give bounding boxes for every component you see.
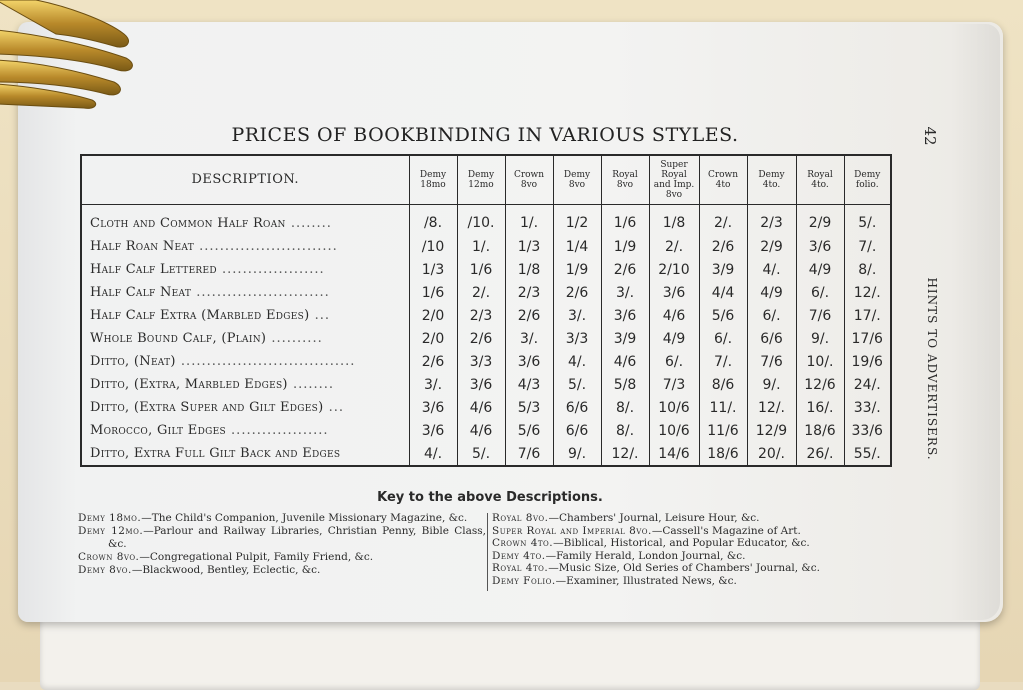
row-description [81,442,409,466]
price-cell: 4/. [553,350,601,373]
price-cell: 4/9 [796,258,844,281]
price-cell: 2/. [457,281,505,304]
price-cell: 5/. [457,442,505,466]
table-body [81,205,891,467]
price-cell: 7/6 [747,350,796,373]
price-cell: /10. [457,205,505,236]
price-cell: 2/6 [553,281,601,304]
price-cell: 2/3 [457,304,505,327]
key-text: —Parlour and Railway Libraries, Christian Penny, Bible Class, &c. [108,525,486,550]
key-text: —Biblical, Historical, and Popular Educator, &c. [553,537,810,550]
price-cell: 3/6 [409,419,457,442]
row-description-text: Half Calf Lettered [90,262,217,277]
key-item [78,564,486,577]
price-cell: 1/6 [409,281,457,304]
price-cell: 17/. [844,304,891,327]
table-row [81,373,891,396]
column-header: Crown 4to [699,155,747,205]
row-description [81,350,409,373]
price-cell: 8/. [601,396,649,419]
column-header: Demy 18mo [409,155,457,205]
price-cell: 1/9 [601,235,649,258]
price-cell: 6/. [747,304,796,327]
key-item [492,575,892,588]
row-description [81,327,409,350]
key-item [492,562,892,575]
key-text: —The Child's Companion, Juvenile Missionary Magazine, &c. [141,512,468,524]
key-label: Demy 4to. [492,549,546,562]
price-cell: 10/6 [649,396,699,419]
column-header: Super Royal and Imp. 8vo [649,155,699,205]
key-text: —Blackwood, Bentley, Eclectic, &c. [131,564,321,576]
price-cell: 3/6 [409,396,457,419]
row-description-text: Ditto, (Extra Super and Gilt Edges) [90,400,324,415]
price-cell: 3/9 [699,258,747,281]
table-row [81,281,891,304]
price-cell: 1/. [505,205,553,236]
table-row [81,350,891,373]
leader-dots: ... [323,400,344,415]
price-cell: 16/. [796,396,844,419]
price-cell: 10/. [796,350,844,373]
row-description [81,235,409,258]
key-item [492,550,892,563]
price-cell: 33/. [844,396,891,419]
key-label: Demy Folio. [492,574,556,587]
leader-dots: .................... [216,262,325,277]
price-cell: 11/6 [699,419,747,442]
table-row [81,327,891,350]
price-cell: 3/6 [601,304,649,327]
price-cell: 2/9 [796,205,844,236]
leader-dots: ........ [285,215,332,231]
price-cell: 2/6 [505,304,553,327]
price-cell: 9/. [796,327,844,350]
row-description-text: Half Roan Neat [90,239,195,254]
row-description [81,419,409,442]
table-row [81,258,891,281]
price-cell: 9/. [747,373,796,396]
price-cell: 1/6 [457,258,505,281]
price-cell: 3/6 [457,373,505,396]
key-left-column [78,512,486,577]
price-cell: 7/6 [505,442,553,466]
bookbinding-price-table [80,154,892,467]
price-cell: 1/9 [553,258,601,281]
price-cell: 2/0 [409,304,457,327]
price-cell: 2/6 [699,235,747,258]
price-cell: 2/6 [601,258,649,281]
key-text: —Cassell's Magazine of Art. [651,524,801,537]
table-row [81,396,891,419]
row-description [81,281,409,304]
column-header: Royal 8vo [601,155,649,205]
price-cell: 12/6 [796,373,844,396]
price-cell: 8/. [844,258,891,281]
column-header: Demy folio. [844,155,891,205]
price-cell: 12/. [844,281,891,304]
table-row [81,419,891,442]
row-description [81,205,409,236]
price-cell: 4/9 [649,327,699,350]
key-label: Demy 18mo. [78,512,142,524]
row-description-text: Cloth and Common Half Roan [90,215,286,231]
price-cell: 2/9 [747,235,796,258]
price-cell: 12/9 [747,419,796,442]
row-description [81,373,409,396]
price-cell: 26/. [796,442,844,466]
leader-dots: ................... [225,423,329,438]
key-text: —Congregational Pulpit, Family Friend, &c. [139,551,374,563]
price-cell: 4/. [409,442,457,466]
price-cell: 6/6 [747,327,796,350]
price-cell: 1/3 [505,235,553,258]
price-cell: 10/6 [649,419,699,442]
key-item [78,512,486,525]
column-header: Crown 8vo [505,155,553,205]
description-column-header: DESCRIPTION. [81,155,409,205]
leader-dots: ........ [287,377,335,392]
row-description [81,396,409,419]
row-description-text: Ditto, Extra Full Gilt Back and Edges [90,446,341,461]
price-cell: 8/. [601,419,649,442]
row-description-text: Whole Bound Calf, (Plain) [90,331,267,346]
key-text: —Chambers' Journal, Leisure Hour, &c. [548,512,760,524]
leader-dots: .......................... [191,285,330,300]
price-cell: 12/. [747,396,796,419]
table-header-row [81,155,891,205]
price-cell: 33/6 [844,419,891,442]
row-description [81,304,409,327]
price-cell: 2/3 [505,281,553,304]
row-description-text: Half Calf Neat [90,285,192,300]
key-text: —Family Herald, London Journal, &c. [545,549,746,562]
price-cell: 18/6 [796,419,844,442]
price-cell: 19/6 [844,350,891,373]
price-cell: 3/6 [505,350,553,373]
price-cell: 4/. [747,258,796,281]
price-cell: 14/6 [649,442,699,466]
price-cell: 6/6 [553,419,601,442]
key-item [78,551,486,564]
price-cell: /10 [409,235,457,258]
price-cell: 2/. [649,235,699,258]
column-header: Demy 8vo [553,155,601,205]
price-cell: 7/3 [649,373,699,396]
price-cell: 5/. [553,373,601,396]
price-cell: 6/. [796,281,844,304]
price-cell: 55/. [844,442,891,466]
price-cell: 3/. [505,327,553,350]
leader-dots: ... [309,308,330,323]
table-row [81,205,891,236]
row-description-text: Morocco, Gilt Edges [90,423,226,438]
price-cell: 2/6 [409,350,457,373]
column-header: Royal 4to. [796,155,844,205]
price-cell: 7/. [844,235,891,258]
price-cell: 2/0 [409,327,457,350]
key-item [492,512,892,525]
price-cell: 7/6 [796,304,844,327]
price-cell: 24/. [844,373,891,396]
key-label: Royal 4to. [492,562,549,575]
price-cell: 2/. [699,205,747,236]
key-title: Key to the above Descriptions. [377,490,603,505]
price-cell: 1/6 [601,205,649,236]
price-cell: 20/. [747,442,796,466]
key-label: Demy 8vo. [78,564,132,576]
page-title: PRICES OF BOOKBINDING IN VARIOUS STYLES. [231,124,739,146]
key-label: Super Royal and Imperial 8vo. [492,524,652,537]
key-item [78,525,486,551]
key-item [492,525,892,538]
page-number: 42 [921,126,939,146]
price-cell: 8/6 [699,373,747,396]
key-text: —Music Size, Old Series of Chambers' Journal, &c. [548,562,820,575]
price-cell: 5/6 [699,304,747,327]
row-description [81,258,409,281]
price-cell: 4/9 [747,281,796,304]
running-head-side: HINTS TO ADVERTISERS. [925,277,939,461]
key-text: —Examiner, Illustrated News, &c. [555,574,737,587]
price-cell: 3/. [553,304,601,327]
key-right-column [492,512,892,588]
price-cell: 2/3 [747,205,796,236]
table-row [81,304,891,327]
row-description-text: Ditto, (Neat) [90,354,176,369]
price-cell: 12/. [601,442,649,466]
price-cell: 1/4 [553,235,601,258]
row-description-text: Half Calf Extra (Marbled Edges) [90,308,310,323]
price-cell: 5/6 [505,419,553,442]
price-cell: 3/6 [796,235,844,258]
price-cell: /8. [409,205,457,236]
table-row [81,442,891,466]
key-label: Crown 4to. [492,537,554,550]
table-row [81,235,891,258]
price-cell: 3/9 [601,327,649,350]
leader-dots: ........................... [194,239,338,254]
price-cell: 9/. [553,442,601,466]
price-cell: 4/3 [505,373,553,396]
price-cell: 3/3 [457,350,505,373]
key-label: Demy 12mo. [78,525,144,537]
price-cell: 1/2 [553,205,601,236]
price-cell: 4/6 [649,304,699,327]
column-header: Demy 12mo [457,155,505,205]
brass-hand-clip-icon [0,0,146,110]
price-cell: 7/. [699,350,747,373]
price-cell: 1/3 [409,258,457,281]
key-divider [487,513,488,591]
price-cell: 6/6 [553,396,601,419]
price-cell: 17/6 [844,327,891,350]
price-cell: 3/3 [553,327,601,350]
price-cell: 4/6 [457,396,505,419]
price-cell: 5/3 [505,396,553,419]
row-description-text: Ditto, (Extra, Marbled Edges) [90,377,288,392]
price-cell: 2/6 [457,327,505,350]
price-cell: 5/. [844,205,891,236]
price-cell: 1/. [457,235,505,258]
price-cell: 5/8 [601,373,649,396]
key-label: Crown 8vo. [78,551,140,563]
price-cell: 3/6 [649,281,699,304]
price-cell: 18/6 [699,442,747,466]
price-cell: 1/8 [505,258,553,281]
price-cell: 6/. [649,350,699,373]
price-cell: 3/. [601,281,649,304]
page-curl-shadow [950,24,1000,620]
key-item [492,537,892,550]
price-cell: 6/. [699,327,747,350]
price-cell: 11/. [699,396,747,419]
price-cell: 2/10 [649,258,699,281]
key-label: Royal 8vo. [492,512,549,524]
price-cell: 4/6 [457,419,505,442]
leader-dots: .......... [266,331,323,346]
leader-dots: .................................. [175,354,356,369]
price-cell: 3/. [409,373,457,396]
column-header: Demy 4to. [747,155,796,205]
price-cell: 4/4 [699,281,747,304]
price-cell: 4/6 [601,350,649,373]
price-cell: 1/8 [649,205,699,236]
